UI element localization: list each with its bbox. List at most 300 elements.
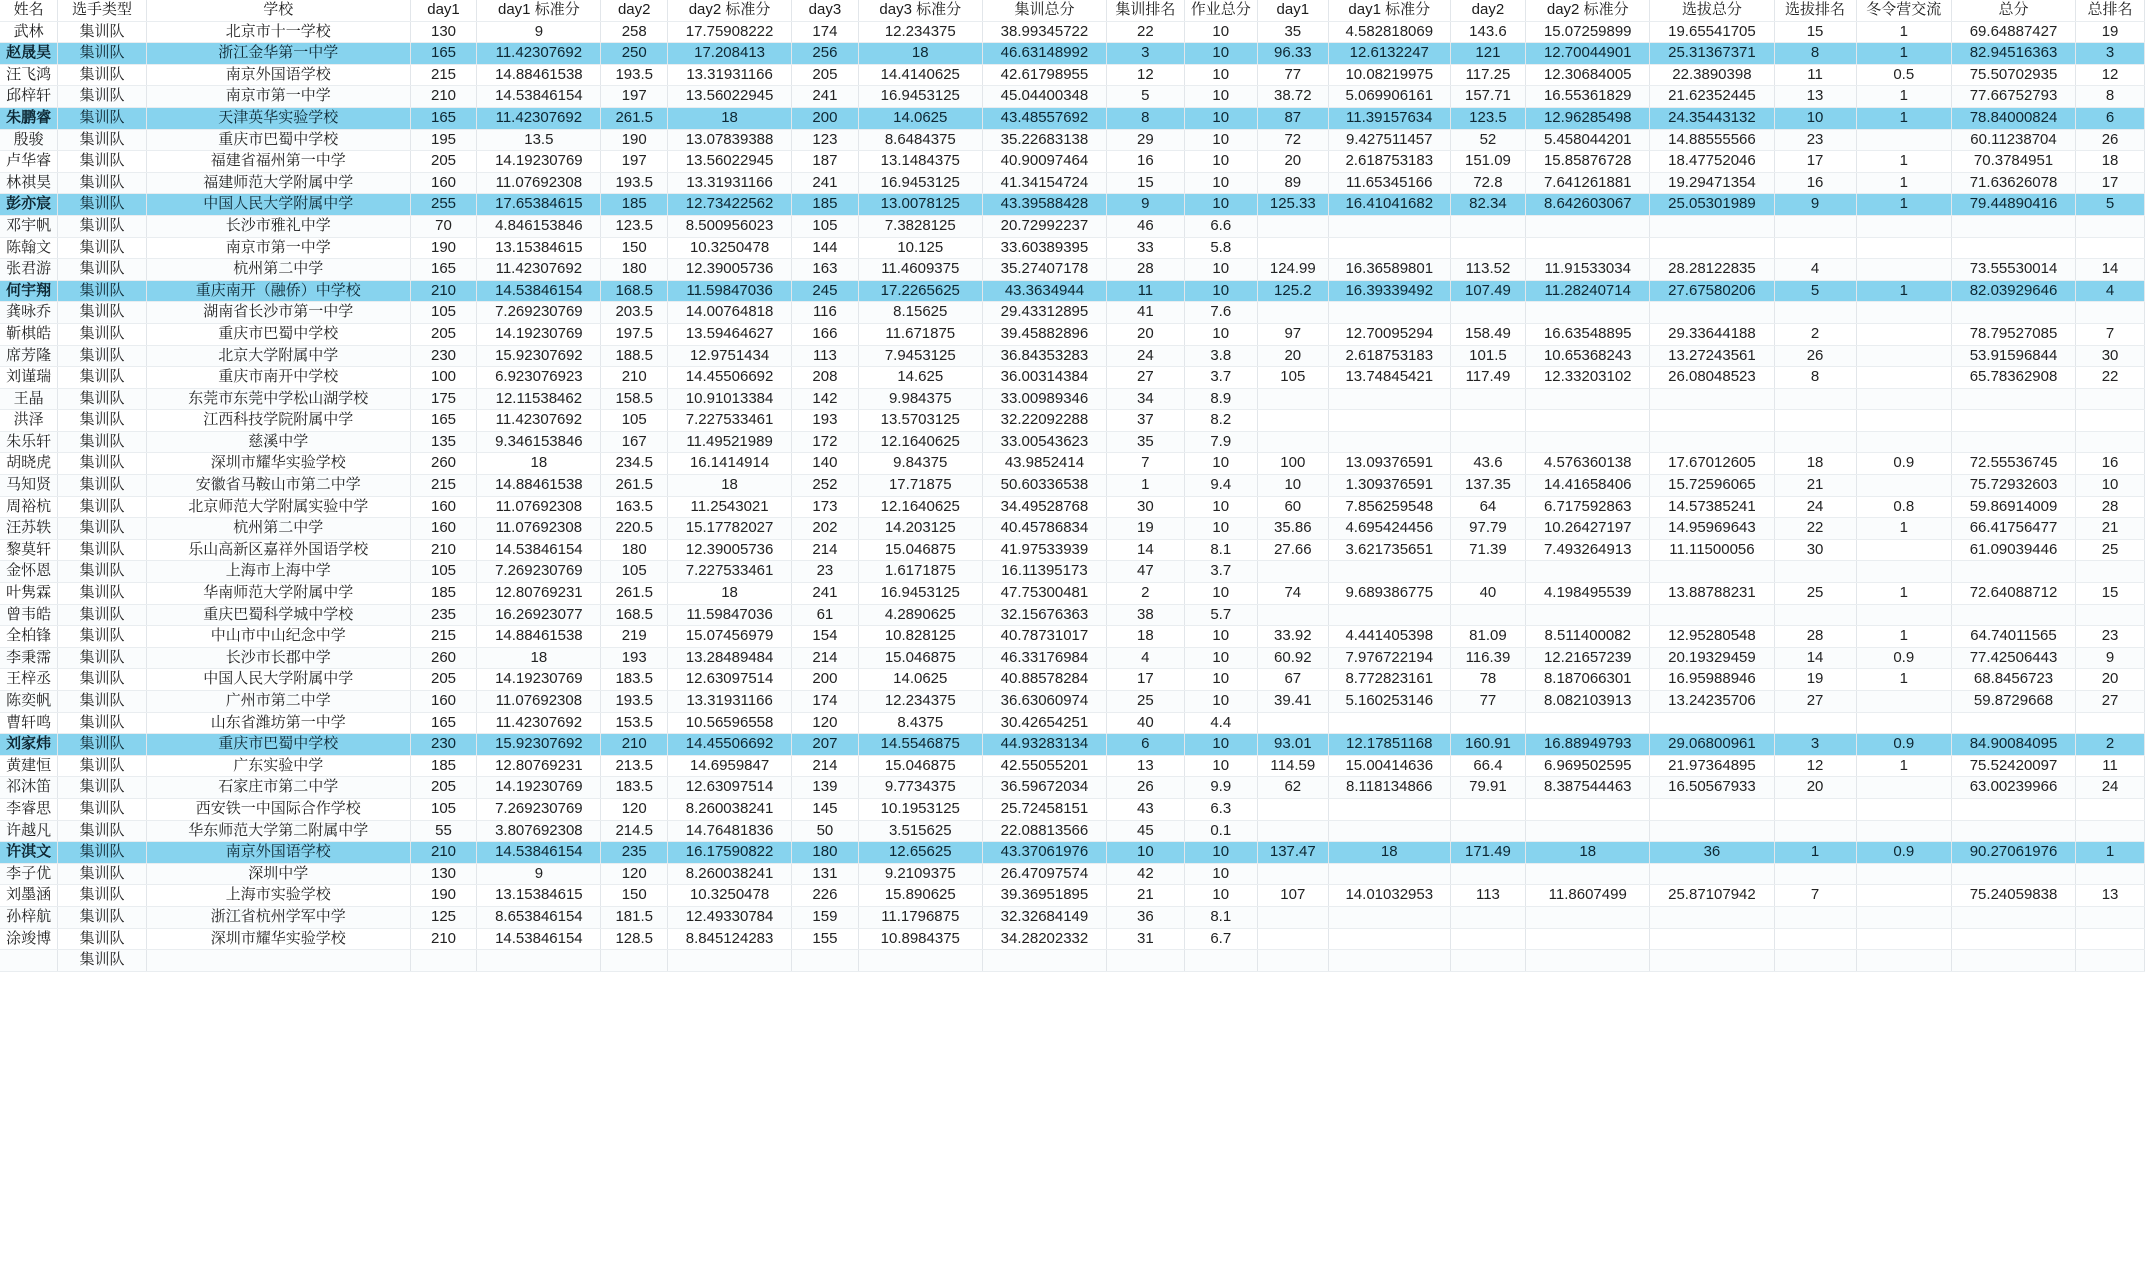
cell-total_rank[interactable] (2076, 863, 2145, 885)
cell-name[interactable]: 王梓丞 (0, 669, 58, 691)
cell-name[interactable] (0, 950, 58, 972)
cell-name[interactable]: 曹轩鸣 (0, 712, 58, 734)
cell-sel_rank[interactable] (1774, 237, 1856, 259)
cell-sel_rank[interactable] (1774, 863, 1856, 885)
cell-train_rank[interactable]: 6 (1107, 734, 1185, 756)
cell-type[interactable]: 集训队 (58, 453, 147, 475)
cell-d3s[interactable]: 10.8984375 (858, 928, 982, 950)
cell-name[interactable]: 马知贤 (0, 475, 58, 497)
cell-d3s[interactable]: 16.9453125 (858, 583, 982, 605)
cell-d1[interactable]: 230 (410, 345, 477, 367)
cell-train_rank[interactable]: 12 (1107, 64, 1185, 86)
cell-d2[interactable]: 220.5 (601, 518, 668, 540)
cell-train_rank[interactable]: 47 (1107, 561, 1185, 583)
cell-total_rank[interactable]: 7 (2076, 323, 2145, 345)
cell-d1[interactable]: 260 (410, 453, 477, 475)
cell-d1s[interactable]: 11.07692308 (477, 518, 601, 540)
cell-sel_total[interactable] (1650, 388, 1774, 410)
cell-camp[interactable]: 0.9 (1856, 734, 1951, 756)
cell-sel_total[interactable]: 29.06800961 (1650, 734, 1774, 756)
cell-s1[interactable]: 77 (1257, 64, 1328, 86)
cell-s2[interactable]: 43.6 (1450, 453, 1525, 475)
cell-sel_rank[interactable] (1774, 561, 1856, 583)
cell-sel_rank[interactable]: 15 (1774, 21, 1856, 43)
cell-d1s[interactable]: 9 (477, 21, 601, 43)
cell-d1s[interactable]: 16.26923077 (477, 604, 601, 626)
table-row[interactable] (0, 280, 2145, 302)
cell-sel_total[interactable]: 25.31367371 (1650, 43, 1774, 65)
cell-d3[interactable]: 123 (792, 129, 859, 151)
cell-hw[interactable]: 8.1 (1184, 539, 1257, 561)
cell-total_rank[interactable] (2076, 712, 2145, 734)
cell-d3[interactable]: 174 (792, 21, 859, 43)
cell-total[interactable]: 82.94516363 (1951, 43, 2075, 65)
cell-camp[interactable] (1856, 906, 1951, 928)
cell-hw[interactable]: 10 (1184, 626, 1257, 648)
cell-s2s[interactable]: 4.576360138 (1526, 453, 1650, 475)
cell-total[interactable]: 77.66752793 (1951, 86, 2075, 108)
cell-name[interactable]: 叶隽霖 (0, 583, 58, 605)
cell-sel_total[interactable]: 13.24235706 (1650, 691, 1774, 713)
cell-d1[interactable]: 160 (410, 518, 477, 540)
cell-d2[interactable]: 183.5 (601, 777, 668, 799)
cell-s1s[interactable]: 9.427511457 (1328, 129, 1450, 151)
cell-hw[interactable]: 10 (1184, 172, 1257, 194)
cell-sel_total[interactable]: 20.19329459 (1650, 647, 1774, 669)
cell-name[interactable]: 张君游 (0, 259, 58, 281)
cell-s2s[interactable] (1526, 237, 1650, 259)
cell-s1s[interactable] (1328, 798, 1450, 820)
cell-camp[interactable]: 1 (1856, 280, 1951, 302)
cell-total_rank[interactable] (2076, 820, 2145, 842)
cell-train_rank[interactable]: 7 (1107, 453, 1185, 475)
cell-d1s[interactable]: 11.42307692 (477, 410, 601, 432)
cell-school[interactable]: 山东省潍坊第一中学 (146, 712, 410, 734)
cell-s1s[interactable]: 11.65345166 (1328, 172, 1450, 194)
cell-train_total[interactable]: 36.59672034 (982, 777, 1106, 799)
cell-d2[interactable]: 197.5 (601, 323, 668, 345)
cell-d2[interactable]: 219 (601, 626, 668, 648)
cell-s2s[interactable]: 16.88949793 (1526, 734, 1650, 756)
cell-total[interactable] (1951, 950, 2075, 972)
cell-school[interactable]: 北京市十一学校 (146, 21, 410, 43)
cell-s1s[interactable]: 11.39157634 (1328, 107, 1450, 129)
cell-train_rank[interactable]: 35 (1107, 431, 1185, 453)
cell-type[interactable]: 集训队 (58, 842, 147, 864)
cell-school[interactable]: 上海市上海中学 (146, 561, 410, 583)
cell-d2[interactable]: 183.5 (601, 669, 668, 691)
cell-s2s[interactable]: 16.63548895 (1526, 323, 1650, 345)
cell-name[interactable]: 涂竣博 (0, 928, 58, 950)
cell-s1[interactable]: 72 (1257, 129, 1328, 151)
cell-total_rank[interactable]: 11 (2076, 755, 2145, 777)
cell-s2s[interactable] (1526, 906, 1650, 928)
cell-s2s[interactable]: 4.198495539 (1526, 583, 1650, 605)
cell-hw[interactable]: 6.7 (1184, 928, 1257, 950)
cell-sel_rank[interactable]: 14 (1774, 647, 1856, 669)
cell-d2[interactable]: 193 (601, 647, 668, 669)
cell-train_rank[interactable]: 10 (1107, 842, 1185, 864)
cell-s1[interactable]: 62 (1257, 777, 1328, 799)
cell-sel_total[interactable]: 14.95969643 (1650, 518, 1774, 540)
cell-train_rank[interactable]: 37 (1107, 410, 1185, 432)
cell-d1[interactable]: 210 (410, 539, 477, 561)
cell-d1[interactable] (410, 950, 477, 972)
column-header-school[interactable]: 学校 (146, 0, 410, 21)
cell-train_total[interactable]: 42.55055201 (982, 755, 1106, 777)
cell-s1[interactable]: 35.86 (1257, 518, 1328, 540)
cell-d2s[interactable]: 18 (667, 583, 791, 605)
cell-sel_rank[interactable]: 22 (1774, 518, 1856, 540)
cell-type[interactable]: 集训队 (58, 475, 147, 497)
cell-s1s[interactable] (1328, 950, 1450, 972)
cell-type[interactable]: 集训队 (58, 798, 147, 820)
cell-d2s[interactable]: 13.28489484 (667, 647, 791, 669)
cell-hw[interactable]: 10 (1184, 43, 1257, 65)
cell-type[interactable]: 集训队 (58, 129, 147, 151)
cell-s1[interactable] (1257, 906, 1328, 928)
cell-s2[interactable]: 71.39 (1450, 539, 1525, 561)
cell-total_rank[interactable]: 12 (2076, 64, 2145, 86)
cell-d2s[interactable]: 17.208413 (667, 43, 791, 65)
table-row[interactable] (0, 367, 2145, 389)
cell-total[interactable] (1951, 388, 2075, 410)
cell-s1[interactable]: 105 (1257, 367, 1328, 389)
cell-school[interactable]: 南京市第一中学 (146, 237, 410, 259)
table-row[interactable] (0, 777, 2145, 799)
cell-d2s[interactable]: 8.845124283 (667, 928, 791, 950)
cell-name[interactable]: 周裕杭 (0, 496, 58, 518)
cell-d3[interactable]: 50 (792, 820, 859, 842)
cell-total[interactable]: 78.84000824 (1951, 107, 2075, 129)
cell-d2s[interactable]: 16.17590822 (667, 842, 791, 864)
cell-d1s[interactable]: 11.07692308 (477, 172, 601, 194)
cell-total[interactable] (1951, 237, 2075, 259)
cell-hw[interactable]: 9.4 (1184, 475, 1257, 497)
cell-d3[interactable]: 180 (792, 842, 859, 864)
cell-d3[interactable]: 185 (792, 194, 859, 216)
cell-total_rank[interactable]: 15 (2076, 583, 2145, 605)
table-row[interactable] (0, 583, 2145, 605)
table-row[interactable] (0, 798, 2145, 820)
cell-total_rank[interactable]: 25 (2076, 539, 2145, 561)
cell-sel_rank[interactable]: 4 (1774, 259, 1856, 281)
cell-d1s[interactable] (477, 950, 601, 972)
cell-d2s[interactable]: 10.3250478 (667, 885, 791, 907)
cell-sel_total[interactable]: 25.05301989 (1650, 194, 1774, 216)
cell-hw[interactable]: 10 (1184, 21, 1257, 43)
cell-sel_rank[interactable]: 26 (1774, 345, 1856, 367)
cell-d1[interactable]: 160 (410, 172, 477, 194)
cell-type[interactable]: 集训队 (58, 518, 147, 540)
cell-s2[interactable] (1450, 561, 1525, 583)
cell-train_rank[interactable]: 21 (1107, 885, 1185, 907)
cell-d3s[interactable]: 12.234375 (858, 21, 982, 43)
cell-s1s[interactable] (1328, 237, 1450, 259)
cell-school[interactable]: 中山市中山纪念中学 (146, 626, 410, 648)
column-header-train_total[interactable]: 集训总分 (982, 0, 1106, 21)
cell-d3[interactable]: 256 (792, 43, 859, 65)
cell-school[interactable]: 重庆市巴蜀中学校 (146, 734, 410, 756)
cell-train_total[interactable]: 44.93283134 (982, 734, 1106, 756)
cell-s2s[interactable] (1526, 431, 1650, 453)
cell-s1[interactable] (1257, 863, 1328, 885)
cell-s1s[interactable]: 10.08219975 (1328, 64, 1450, 86)
cell-train_total[interactable]: 34.49528768 (982, 496, 1106, 518)
cell-hw[interactable]: 10 (1184, 259, 1257, 281)
cell-sel_rank[interactable]: 8 (1774, 367, 1856, 389)
cell-train_total[interactable]: 30.42654251 (982, 712, 1106, 734)
cell-s2[interactable]: 97.79 (1450, 518, 1525, 540)
cell-school[interactable]: 安徽省马鞍山市第二中学 (146, 475, 410, 497)
cell-total_rank[interactable]: 6 (2076, 107, 2145, 129)
cell-train_rank[interactable]: 3 (1107, 43, 1185, 65)
cell-type[interactable]: 集训队 (58, 604, 147, 626)
cell-hw[interactable]: 10 (1184, 194, 1257, 216)
cell-camp[interactable] (1856, 388, 1951, 410)
cell-train_rank[interactable]: 46 (1107, 215, 1185, 237)
cell-total[interactable]: 68.8456723 (1951, 669, 2075, 691)
cell-school[interactable]: 南京外国语学校 (146, 842, 410, 864)
cell-train_rank[interactable]: 38 (1107, 604, 1185, 626)
cell-s2s[interactable] (1526, 302, 1650, 324)
cell-d3[interactable]: 154 (792, 626, 859, 648)
cell-camp[interactable] (1856, 691, 1951, 713)
cell-d3s[interactable]: 15.046875 (858, 755, 982, 777)
cell-train_total[interactable]: 39.36951895 (982, 885, 1106, 907)
cell-total[interactable]: 64.74011565 (1951, 626, 2075, 648)
cell-s1[interactable]: 114.59 (1257, 755, 1328, 777)
cell-name[interactable]: 全柏锋 (0, 626, 58, 648)
cell-s1[interactable]: 20 (1257, 345, 1328, 367)
cell-sel_total[interactable]: 22.3890398 (1650, 64, 1774, 86)
cell-school[interactable]: 湖南省长沙市第一中学 (146, 302, 410, 324)
cell-type[interactable]: 集训队 (58, 885, 147, 907)
table-row[interactable] (0, 669, 2145, 691)
cell-name[interactable]: 彭亦宸 (0, 194, 58, 216)
cell-type[interactable]: 集训队 (58, 647, 147, 669)
cell-sel_total[interactable] (1650, 798, 1774, 820)
cell-d1s[interactable]: 14.53846154 (477, 928, 601, 950)
cell-total_rank[interactable]: 2 (2076, 734, 2145, 756)
cell-camp[interactable] (1856, 129, 1951, 151)
cell-sel_rank[interactable]: 9 (1774, 194, 1856, 216)
cell-train_rank[interactable]: 26 (1107, 777, 1185, 799)
cell-train_total[interactable]: 20.72992237 (982, 215, 1106, 237)
cell-total_rank[interactable] (2076, 302, 2145, 324)
cell-s2s[interactable] (1526, 410, 1650, 432)
cell-type[interactable]: 集训队 (58, 302, 147, 324)
cell-s2[interactable]: 113.52 (1450, 259, 1525, 281)
cell-school[interactable]: 福建师范大学附属中学 (146, 172, 410, 194)
cell-type[interactable]: 集训队 (58, 43, 147, 65)
cell-total_rank[interactable]: 4 (2076, 280, 2145, 302)
cell-sel_total[interactable]: 24.35443132 (1650, 107, 1774, 129)
cell-d3s[interactable]: 15.890625 (858, 885, 982, 907)
cell-train_total[interactable]: 39.45882896 (982, 323, 1106, 345)
cell-total_rank[interactable]: 21 (2076, 518, 2145, 540)
cell-s2s[interactable]: 8.082103913 (1526, 691, 1650, 713)
cell-s2s[interactable]: 12.70044901 (1526, 43, 1650, 65)
cell-total_rank[interactable]: 30 (2076, 345, 2145, 367)
cell-camp[interactable] (1856, 863, 1951, 885)
table-row[interactable] (0, 863, 2145, 885)
cell-s1[interactable]: 97 (1257, 323, 1328, 345)
cell-d2[interactable]: 158.5 (601, 388, 668, 410)
cell-d1[interactable]: 215 (410, 626, 477, 648)
cell-hw[interactable]: 6.6 (1184, 215, 1257, 237)
cell-school[interactable]: 广东实验中学 (146, 755, 410, 777)
cell-school[interactable]: 重庆市巴蜀中学校 (146, 129, 410, 151)
cell-d1s[interactable]: 7.269230769 (477, 561, 601, 583)
cell-s1[interactable] (1257, 237, 1328, 259)
cell-hw[interactable]: 10 (1184, 669, 1257, 691)
cell-total[interactable]: 60.11238704 (1951, 129, 2075, 151)
cell-total[interactable]: 70.3784951 (1951, 151, 2075, 173)
cell-hw[interactable]: 10 (1184, 863, 1257, 885)
cell-school[interactable]: 江西科技学院附属中学 (146, 410, 410, 432)
cell-d1[interactable]: 160 (410, 496, 477, 518)
column-header-train_rank[interactable]: 集训排名 (1107, 0, 1185, 21)
cell-d3[interactable]: 241 (792, 86, 859, 108)
column-header-hw[interactable]: 作业总分 (1184, 0, 1257, 21)
cell-s1s[interactable]: 13.09376591 (1328, 453, 1450, 475)
cell-name[interactable]: 胡晓虎 (0, 453, 58, 475)
cell-d2[interactable]: 168.5 (601, 280, 668, 302)
table-row[interactable] (0, 820, 2145, 842)
cell-sel_rank[interactable] (1774, 906, 1856, 928)
cell-name[interactable]: 朱乐轩 (0, 431, 58, 453)
cell-s1[interactable]: 125.33 (1257, 194, 1328, 216)
cell-s1[interactable]: 124.99 (1257, 259, 1328, 281)
cell-s2[interactable] (1450, 604, 1525, 626)
cell-s1[interactable]: 27.66 (1257, 539, 1328, 561)
cell-sel_rank[interactable]: 27 (1774, 691, 1856, 713)
cell-d3s[interactable]: 11.671875 (858, 323, 982, 345)
cell-type[interactable]: 集训队 (58, 431, 147, 453)
cell-train_rank[interactable]: 25 (1107, 691, 1185, 713)
cell-train_rank[interactable]: 42 (1107, 863, 1185, 885)
cell-d1[interactable]: 130 (410, 21, 477, 43)
cell-d1s[interactable]: 11.42307692 (477, 259, 601, 281)
cell-camp[interactable] (1856, 928, 1951, 950)
cell-total_rank[interactable]: 3 (2076, 43, 2145, 65)
cell-total_rank[interactable] (2076, 906, 2145, 928)
cell-type[interactable]: 集训队 (58, 906, 147, 928)
cell-camp[interactable] (1856, 561, 1951, 583)
cell-s2s[interactable]: 12.96285498 (1526, 107, 1650, 129)
cell-sel_total[interactable]: 29.33644188 (1650, 323, 1774, 345)
cell-camp[interactable] (1856, 539, 1951, 561)
cell-d1[interactable]: 165 (410, 712, 477, 734)
cell-hw[interactable]: 4.4 (1184, 712, 1257, 734)
cell-s2[interactable] (1450, 863, 1525, 885)
cell-name[interactable]: 孙梓航 (0, 906, 58, 928)
cell-d1s[interactable]: 9 (477, 863, 601, 885)
cell-d3[interactable]: 140 (792, 453, 859, 475)
cell-d3[interactable]: 193 (792, 410, 859, 432)
cell-sel_rank[interactable]: 17 (1774, 151, 1856, 173)
cell-d3s[interactable]: 13.5703125 (858, 410, 982, 432)
cell-d3[interactable]: 208 (792, 367, 859, 389)
cell-total_rank[interactable]: 18 (2076, 151, 2145, 173)
cell-s1[interactable] (1257, 820, 1328, 842)
cell-name[interactable]: 汪飞鸿 (0, 64, 58, 86)
cell-camp[interactable] (1856, 885, 1951, 907)
cell-d2[interactable]: 190 (601, 129, 668, 151)
cell-d2s[interactable]: 15.07456979 (667, 626, 791, 648)
cell-school[interactable]: 福建省福州第一中学 (146, 151, 410, 173)
cell-s2s[interactable] (1526, 798, 1650, 820)
cell-type[interactable]: 集训队 (58, 691, 147, 713)
cell-total[interactable]: 73.55530014 (1951, 259, 2075, 281)
cell-type[interactable]: 集训队 (58, 237, 147, 259)
cell-total[interactable] (1951, 604, 2075, 626)
cell-school[interactable]: 重庆巴蜀科学城中学校 (146, 604, 410, 626)
cell-school[interactable]: 南京外国语学校 (146, 64, 410, 86)
cell-s2[interactable]: 72.8 (1450, 172, 1525, 194)
cell-total_rank[interactable]: 8 (2076, 86, 2145, 108)
table-row[interactable] (0, 21, 2145, 43)
cell-d1s[interactable]: 11.42307692 (477, 43, 601, 65)
cell-s2s[interactable]: 7.493264913 (1526, 539, 1650, 561)
cell-total[interactable] (1951, 215, 2075, 237)
cell-name[interactable]: 李子优 (0, 863, 58, 885)
cell-d2[interactable]: 197 (601, 86, 668, 108)
cell-d1s[interactable]: 12.80769231 (477, 755, 601, 777)
cell-s2[interactable] (1450, 237, 1525, 259)
cell-d3[interactable]: 173 (792, 496, 859, 518)
cell-d1s[interactable]: 13.15384615 (477, 885, 601, 907)
cell-sel_rank[interactable] (1774, 950, 1856, 972)
cell-train_total[interactable]: 43.48557692 (982, 107, 1106, 129)
cell-s2s[interactable]: 8.387544463 (1526, 777, 1650, 799)
cell-hw[interactable]: 10 (1184, 64, 1257, 86)
cell-d3[interactable]: 241 (792, 583, 859, 605)
cell-train_total[interactable]: 43.39588428 (982, 194, 1106, 216)
cell-name[interactable]: 殷骏 (0, 129, 58, 151)
cell-d2s[interactable]: 12.49330784 (667, 906, 791, 928)
cell-sel_rank[interactable]: 10 (1774, 107, 1856, 129)
cell-hw[interactable]: 10 (1184, 129, 1257, 151)
cell-d1[interactable]: 205 (410, 777, 477, 799)
cell-d2s[interactable]: 11.2543021 (667, 496, 791, 518)
cell-sel_total[interactable]: 19.65541705 (1650, 21, 1774, 43)
cell-d2s[interactable]: 12.63097514 (667, 777, 791, 799)
cell-s1[interactable]: 39.41 (1257, 691, 1328, 713)
cell-d3[interactable]: 241 (792, 172, 859, 194)
column-header-name[interactable]: 姓名 (0, 0, 58, 21)
cell-d3s[interactable]: 7.9453125 (858, 345, 982, 367)
cell-train_rank[interactable]: 11 (1107, 280, 1185, 302)
cell-d3s[interactable]: 18 (858, 43, 982, 65)
cell-train_total[interactable]: 32.32684149 (982, 906, 1106, 928)
cell-train_total[interactable]: 40.45786834 (982, 518, 1106, 540)
cell-total_rank[interactable] (2076, 561, 2145, 583)
table-row[interactable] (0, 755, 2145, 777)
table-row[interactable] (0, 86, 2145, 108)
cell-total[interactable] (1951, 928, 2075, 950)
cell-s2s[interactable] (1526, 712, 1650, 734)
cell-d2[interactable]: 261.5 (601, 107, 668, 129)
cell-s1s[interactable]: 8.118134866 (1328, 777, 1450, 799)
cell-total[interactable]: 75.50702935 (1951, 64, 2075, 86)
cell-name[interactable]: 黎莫轩 (0, 539, 58, 561)
cell-s1s[interactable]: 15.00414636 (1328, 755, 1450, 777)
cell-school[interactable]: 广州市第二中学 (146, 691, 410, 713)
cell-camp[interactable] (1856, 410, 1951, 432)
table-row[interactable] (0, 172, 2145, 194)
